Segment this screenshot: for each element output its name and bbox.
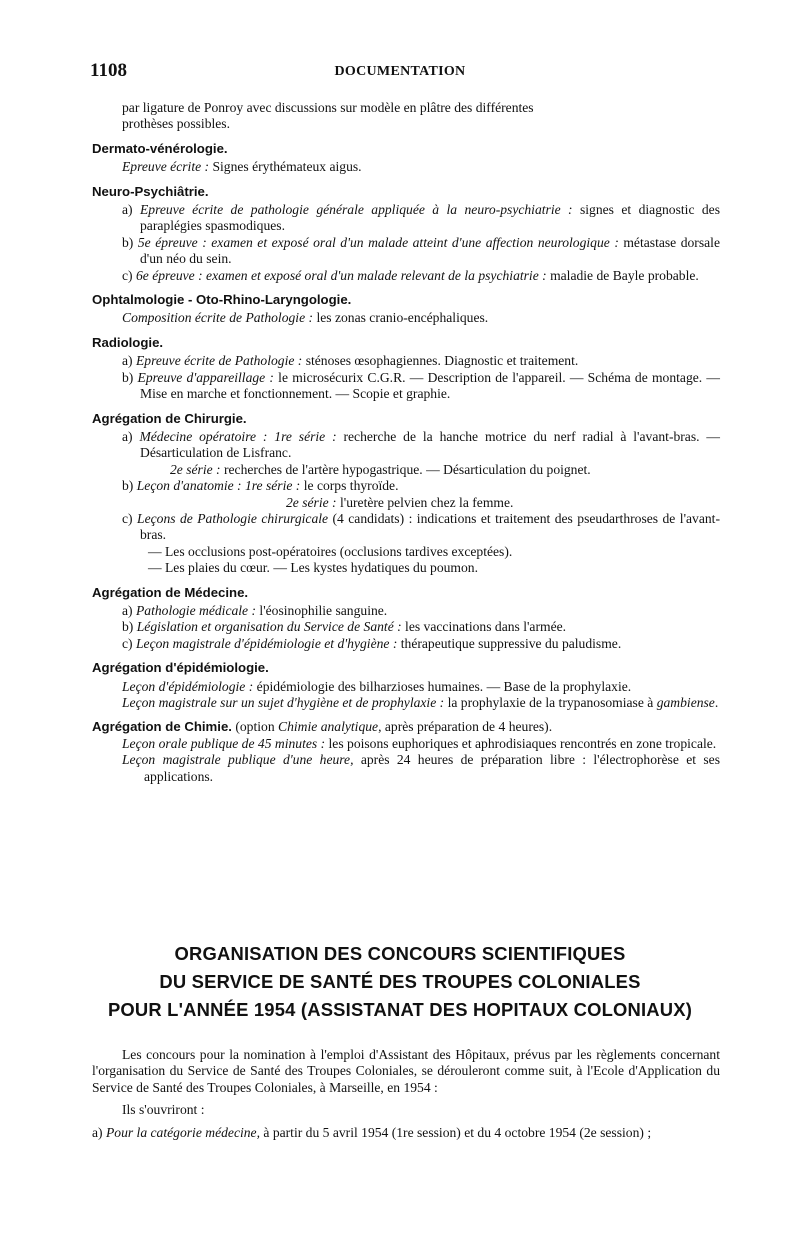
item-marker: b) — [122, 234, 134, 250]
item-marker: a) — [122, 428, 133, 444]
intro-line-2: prothèses possibles. — [122, 116, 230, 132]
exam-text: le microsécurix C.G.R. — Description de l'appareil. — Schéma de montage. — Mise en marche et fonctionnement. — Scopie et graphie. — [140, 369, 720, 402]
item-marker: b) — [122, 478, 134, 494]
dermato-exam — [92, 159, 720, 175]
chirurgie-item-c-line-3: — Les plaies du cœur. — Les kystes hydatiques du poumon. — [148, 560, 478, 576]
exam-text: métastase dorsale d'un néo du sein. — [140, 234, 720, 267]
intro-line-1: par ligature de Ponroy avec discussions sur modèle en plâtre des différentes — [122, 100, 534, 115]
radio-item-a — [92, 353, 720, 369]
section-heading-ophtalmo: Ophtalmologie - Oto-Rhino-Laryngologie. — [92, 292, 352, 308]
exam-label: 6e épreuve : examen et exposé oral d'un malade relevant de la psychiatrie : — [135, 267, 547, 283]
exam-text: les poisons euphoriques et aphrodisiaques rencontrés en zone tropicale. — [325, 735, 717, 751]
item-marker: c) — [122, 635, 133, 651]
item-marker: a) — [122, 602, 133, 618]
chimie-option: Chimie analytique — [278, 719, 379, 735]
chimie-item-b — [92, 752, 720, 785]
body-item-a — [92, 1125, 720, 1141]
exam-label: Epreuve écrite de pathologie générale appliquée à la neuro-psychiatrie : — [139, 202, 573, 218]
chimie-item-a — [92, 736, 720, 752]
chimie-heading-line — [92, 719, 720, 735]
exam-text: l'uretère pelvien chez la femme. — [336, 494, 514, 510]
item-marker: a) — [92, 1124, 103, 1140]
section-heading-radio: Radiologie. — [92, 334, 164, 350]
chirurgie-item-a — [92, 429, 720, 462]
radio-item-b — [92, 370, 720, 403]
section-heading-epidemio: Agrégation d'épidémiologie. — [92, 660, 269, 676]
medecine-item-b — [92, 619, 720, 635]
title-line-2: DU SERVICE DE SANTÉ DES TROUPES COLONIALES — [159, 971, 641, 992]
intro-paragraph — [92, 100, 720, 133]
section-heading-dermato: Dermato-vénérologie. — [92, 140, 228, 156]
exam-label: 2e série : — [170, 461, 221, 477]
chirurgie-item-b-series-2 — [92, 495, 720, 511]
exam-label: Leçons de Pathologie chirurgicale — [137, 510, 329, 526]
section-heading-medecine: Agrégation de Médecine. — [92, 584, 249, 600]
item-marker: c) — [122, 510, 133, 526]
body-paragraph-1: Les concours pour la nomination à l'emploi d'Assistant des Hôpitaux, prévus par les règlements concernant l'organisation du Service de Santé des Troupes Coloniales, se dérouleront comme suit, à l'Ecole d'Application du Service de Santé des Troupes Coloniales, à Marseille, en 1954 : — [92, 1047, 720, 1095]
running-title: DOCUMENTATION — [334, 64, 466, 79]
item-marker: a) — [122, 202, 133, 218]
chimie-intro-end: , après préparation de 4 heures). — [378, 719, 553, 735]
item-marker: b) — [122, 369, 134, 385]
chirurgie-item-c-line-2: — Les occlusions post-opératoires (occlusions tardives exceptées). — [148, 543, 513, 559]
exam-text: (4 candidats) : indications et traitement des pseudarthroses de l'avant-bras. — [140, 510, 720, 543]
section-heading-chimie: Agrégation de Chimie. — [92, 719, 232, 735]
exam-label: 2e série : — [286, 494, 337, 510]
exam-text: épidémiologie des bilharzioses humaines. — Base de la prophylaxie. — [253, 678, 632, 694]
category-label: Pour la catégorie médecine, — [105, 1124, 260, 1140]
body-paragraph-2: Ils s'ouvriront : — [122, 1102, 205, 1118]
exam-label: Législation et organisation du Service de Santé : — [136, 619, 402, 635]
species-name: gambiense — [656, 695, 715, 710]
exam-text: sténoses œsophagiennes. Diagnostic et traitement. — [302, 353, 579, 369]
exam-listing — [92, 100, 720, 785]
exam-label: Leçon d'épidémiologie : — [122, 678, 254, 694]
exam-label: Pathologie médicale : — [135, 602, 257, 618]
exam-label: Leçon magistrale sur un sujet d'hygiène et de prophylaxie : — [122, 695, 445, 710]
epidemio-item-a — [92, 679, 720, 695]
neuro-item-a — [92, 202, 720, 235]
category-text: à partir du 5 avril 1954 (1re session) et du 4 octobre 1954 (2e session) ; — [259, 1124, 652, 1140]
exam-label: Epreuve écrite : — [122, 159, 210, 175]
exam-label: Leçon d'anatomie : 1re série : — [136, 478, 301, 494]
section-heading-neuro: Neuro-Psychiâtrie. — [92, 183, 209, 199]
exam-label: Leçon orale publique de 45 minutes : — [122, 735, 326, 751]
title-line-3: POUR L'ANNÉE 1954 (ASSISTANAT DES HOPITAUX COLONIAUX) — [107, 999, 693, 1020]
announcement-body — [92, 1047, 720, 1141]
ophtalmo-exam — [92, 310, 720, 326]
exam-text: signes et diagnostic des paraplégies spasmodiques. — [140, 202, 721, 234]
exam-label: Leçon magistrale d'épidémiologie et d'hygiène : — [135, 635, 398, 651]
medecine-item-a — [92, 603, 720, 619]
exam-text: Signes érythémateux aigus. — [209, 159, 362, 175]
item-marker: a) — [122, 353, 133, 369]
exam-text: après 24 heures de préparation libre : l'électrophorèse et ses applications. — [144, 752, 720, 784]
item-marker: b) — [122, 619, 134, 635]
announcement-title — [0, 940, 800, 1024]
exam-label: Composition écrite de Pathologie : — [122, 310, 314, 326]
neuro-item-c — [92, 268, 720, 284]
exam-text: les vaccinations dans l'armée. — [401, 619, 567, 635]
exam-label: 5e épreuve : examen et exposé oral d'un malade atteint d'une affection neurologique : — [137, 234, 619, 250]
chirurgie-item-a-series-2 — [92, 462, 720, 478]
sentence-end: . — [714, 695, 719, 710]
exam-text: le corps thyroïde. — [300, 478, 399, 494]
exam-text: les zonas cranio-encéphaliques. — [313, 310, 489, 326]
page-number: 1108 — [90, 60, 127, 81]
exam-text: la prophylaxie de la trypanosomiase à — [444, 695, 657, 710]
exam-label: Epreuve écrite de Pathologie : — [135, 353, 303, 369]
exam-label: Epreuve d'appareillage : — [137, 369, 274, 385]
epidemio-item-b — [92, 695, 720, 711]
item-marker: c) — [122, 267, 133, 283]
chirurgie-item-b — [92, 478, 720, 494]
exam-text: maladie de Bayle probable. — [546, 267, 699, 283]
title-line-1: ORGANISATION DES CONCOURS SCIENTIFIQUES — [174, 943, 626, 964]
neuro-item-b — [92, 235, 720, 268]
exam-text: thérapeutique suppressive du paludisme. — [397, 635, 622, 651]
exam-text: recherche de la hanche motrice du nerf radial à l'avant-bras. — Désarticulation de Lisfranc. — [140, 428, 720, 461]
chimie-intro: (option — [231, 719, 279, 735]
exam-label: Médecine opératoire : 1re série : — [139, 428, 337, 444]
exam-label: Leçon magistrale publique d'une heure, — [122, 752, 354, 768]
exam-text: recherches de l'artère hypogastrique. — Désarticulation du poignet. — [220, 461, 591, 477]
exam-text: l'éosinophilie sanguine. — [256, 602, 388, 618]
section-heading-chirurgie: Agrégation de Chirurgie. — [92, 410, 247, 426]
medecine-item-c — [92, 636, 720, 652]
chirurgie-item-c — [92, 511, 720, 544]
